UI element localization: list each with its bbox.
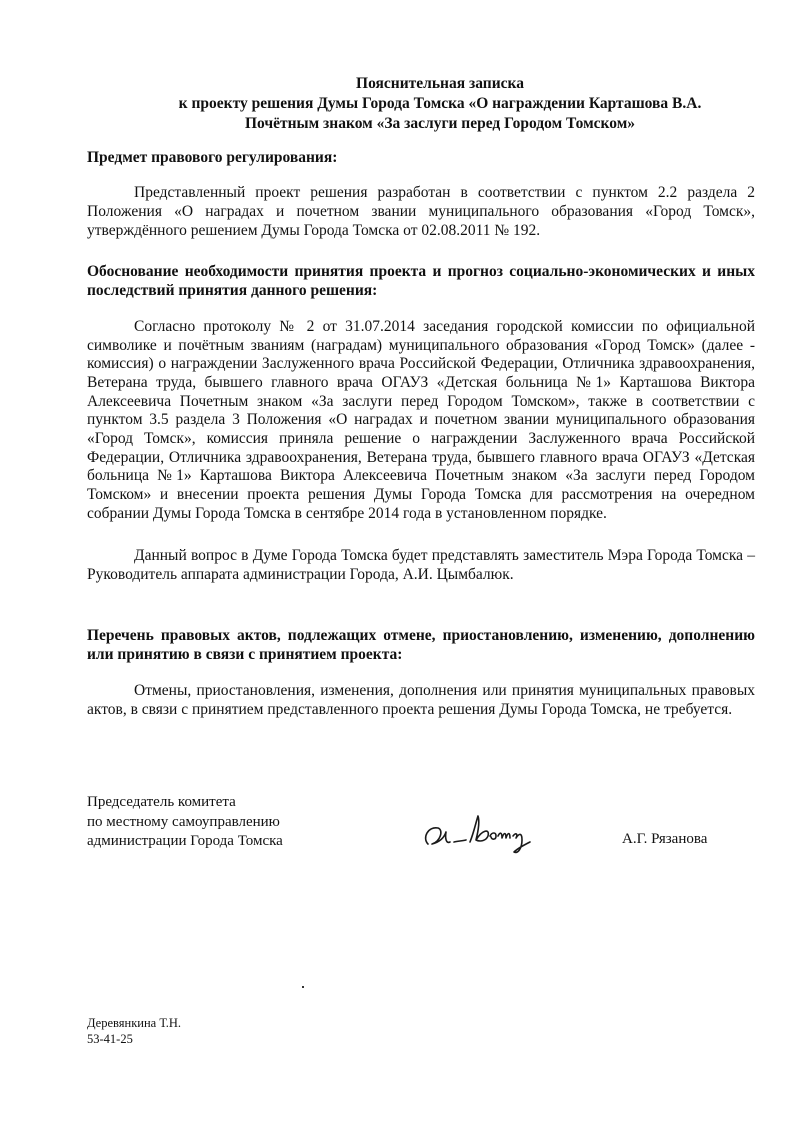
paragraph-presenter: Данный вопрос в Думе Города Томска будет представлять заместитель Мэра Города Томска – Руководитель аппарата администрации Города, А.И. Цымбалюк. [87,547,755,583]
section-heading-justification: Обоснование необходимости принятия проекта и прогноз социально-экономических и иных последствий принятия данного решения: [87,263,755,299]
contact-name: Деревянкина Т.Н. [87,1016,181,1030]
title-line-2: к проекту решения Думы Города Томска «О награждении Карташова В.А. [178,95,702,112]
signatory-position [87,793,283,852]
title-line-3: Почётным знаком «За заслуги перед Городом Томском» [244,115,636,132]
signatory-line-1: Председатель комитета [87,794,236,810]
paragraph-legal-acts: Отмены, приостановления, изменения, дополнения или принятия муниципальных правовых актов, в связи с принятием представленного проекта решения Думы Города Томска, не требуется. [87,682,755,718]
contact-info [87,1016,181,1047]
paragraph-subject: Представленный проект решения разработан в соответствии с пунктом 2.2 раздела 2 Положения «О наградах и почетном звании муниципального образования «Город Томск», утверждённого решением Думы Города Томска от 02.08.2011 № 192. [87,184,755,239]
section-heading-legal-acts: Перечень правовых актов, подлежащих отмене, приостановлению, изменению, дополнению или принятию в связи с принятием проекта: [87,627,755,663]
contact-phone: 53-41-25 [87,1031,133,1046]
signatory-line-3: администрации Города Томска [87,833,283,849]
handwritten-signature [418,808,538,860]
scan-speck [302,986,304,988]
paragraph-justification: Согласно протоколу № 2 от 31.07.2014 заседания городской комиссии по официальной символике и почётным званиям (наградам) муниципального образования «Город Томск» (далее - комиссия) о награждении Заслуженного врача Российской Федерации, Отличника здравоохранения, Ветерана труда, бывшего главного врача ОГАУЗ «Детская больница №1» Карташова Виктора Алексеевича Почетным знаком «За заслуги перед Городом Томском», также в соответствии с пунктом 3.5 раздела 3 Положения «О наградах и почетном звании муниципального образования «Город Томск», комиссия приняла решение о награждении Заслуженного врача Российской Федерации, Отличника здравоохранения, Ветерана труда, бывшего главного врача ОГАУЗ «Детская больница №1» Карташова Виктора Алексеевича Почетным знаком «За заслуги перед Городом Томском» и внесении проекта решения Думы Города Томска для рассмотрения на очередном собрании Думы Города Томска в сентябре 2014 года в установленном порядке. [87,318,755,522]
document-title [80,74,800,134]
signatory-line-2: по местному самоуправлению [87,813,280,830]
signatory-name: А.Г. Рязанова [622,831,708,847]
title-line-1: Пояснительная записка [356,75,524,92]
section-heading-subject: Предмет правового регулирования: [87,149,338,166]
